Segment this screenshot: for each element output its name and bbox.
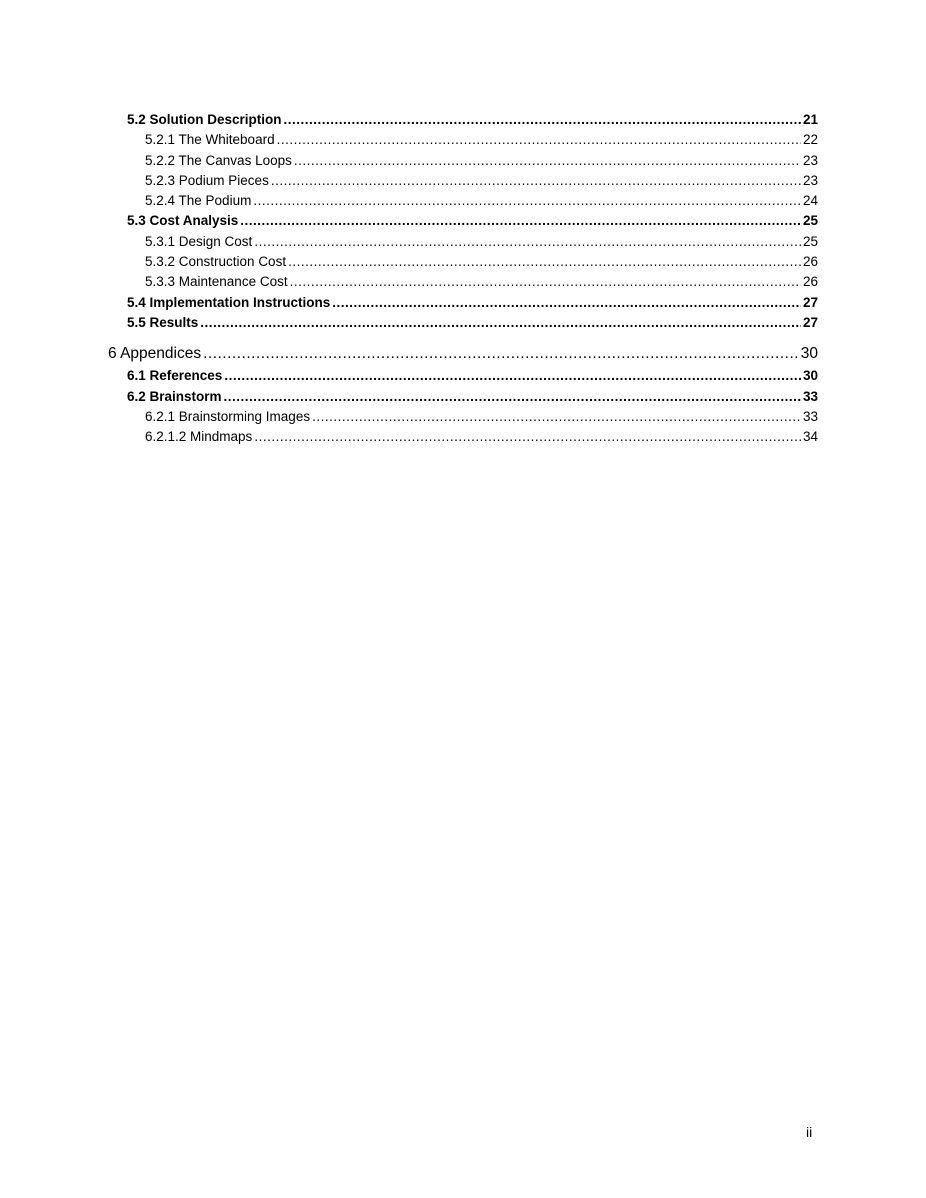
dot-leader xyxy=(277,130,801,150)
toc-entry-page: 24 xyxy=(802,193,818,209)
dot-leader xyxy=(271,171,801,191)
toc-entry-5-5[interactable] xyxy=(108,313,818,333)
toc-entry-page: 26 xyxy=(802,254,818,270)
toc-entry-5-4[interactable] xyxy=(108,293,818,313)
toc-entry-page: 30 xyxy=(802,368,818,384)
toc-entry-page: 33 xyxy=(802,408,818,424)
toc-entry-5-3-1[interactable] xyxy=(108,232,818,252)
dot-leader xyxy=(203,343,799,365)
toc-entry-label: 5.2.4 The Podium xyxy=(145,193,252,209)
toc-entry-label: 5.4 Implementation Instructions xyxy=(127,294,331,310)
toc-entry-page: 25 xyxy=(802,233,818,249)
toc-entry-label: 5.2 Solution Description xyxy=(127,112,282,127)
toc-entry-page: 23 xyxy=(802,152,818,168)
toc-entry-label: 5.2.3 Podium Pieces xyxy=(145,172,269,188)
table-of-contents xyxy=(108,110,818,447)
dot-leader xyxy=(224,387,801,407)
toc-entry-label: 6.1 References xyxy=(127,368,223,384)
toc-entry-page: 33 xyxy=(802,388,818,404)
toc-entry-label: 6.2 Brainstorm xyxy=(127,388,222,404)
toc-entry-label: 5.2.2 The Canvas Loops xyxy=(145,152,292,168)
dot-leader xyxy=(254,232,801,252)
toc-entry-5-3-2[interactable] xyxy=(108,252,818,272)
dot-leader xyxy=(332,293,801,313)
dot-leader xyxy=(290,272,801,292)
toc-entry-label: 5.3.2 Construction Cost xyxy=(145,254,287,270)
toc-entry-5-2[interactable] xyxy=(108,110,818,130)
toc-entry-6[interactable] xyxy=(108,343,818,366)
dot-leader xyxy=(224,366,801,386)
toc-entry-label: 5.2.1 The Whiteboard xyxy=(145,132,275,148)
dot-leader xyxy=(254,427,801,447)
toc-entry-5-3-3[interactable] xyxy=(108,272,818,292)
toc-entry-page: 34 xyxy=(802,429,818,445)
toc-entry-5-2-2[interactable] xyxy=(108,151,818,171)
toc-entry-6-2[interactable] xyxy=(108,387,818,407)
toc-entry-5-3[interactable] xyxy=(108,211,818,231)
toc-entry-label: 5.3.3 Maintenance Cost xyxy=(145,274,288,290)
dot-leader xyxy=(312,407,801,427)
toc-entry-5-2-1[interactable] xyxy=(108,130,818,150)
dot-leader xyxy=(240,211,801,231)
toc-entry-label: 6.2.1 Brainstorming Images xyxy=(145,408,311,424)
page-number: ii xyxy=(806,1124,813,1140)
toc-entry-5-2-4[interactable] xyxy=(108,191,818,211)
toc-entry-5-2-3[interactable] xyxy=(108,171,818,191)
toc-entry-page: 30 xyxy=(800,345,818,363)
toc-entry-label: 5.3 Cost Analysis xyxy=(127,213,239,229)
toc-entry-page: 21 xyxy=(802,112,818,127)
toc-entry-6-2-1[interactable] xyxy=(108,407,818,427)
toc-entry-6-1[interactable] xyxy=(108,366,818,386)
toc-entry-label: 5.5 Results xyxy=(127,314,199,330)
dot-leader xyxy=(284,110,801,130)
toc-entry-page: 25 xyxy=(802,213,818,229)
toc-entry-page: 26 xyxy=(802,274,818,290)
dot-leader xyxy=(288,252,801,272)
toc-entry-label: 6.2.1.2 Mindmaps xyxy=(145,429,253,445)
dot-leader xyxy=(253,191,801,211)
dot-leader xyxy=(294,151,801,171)
toc-entry-label: 5.3.1 Design Cost xyxy=(145,233,253,249)
toc-entry-6-2-1-2[interactable] xyxy=(108,427,818,447)
toc-entry-page: 27 xyxy=(802,294,818,310)
toc-entry-page: 23 xyxy=(802,172,818,188)
dot-leader xyxy=(200,313,801,333)
toc-entry-label: 6 Appendices xyxy=(108,345,202,363)
toc-entry-page: 27 xyxy=(802,314,818,330)
toc-entry-page: 22 xyxy=(802,132,818,148)
